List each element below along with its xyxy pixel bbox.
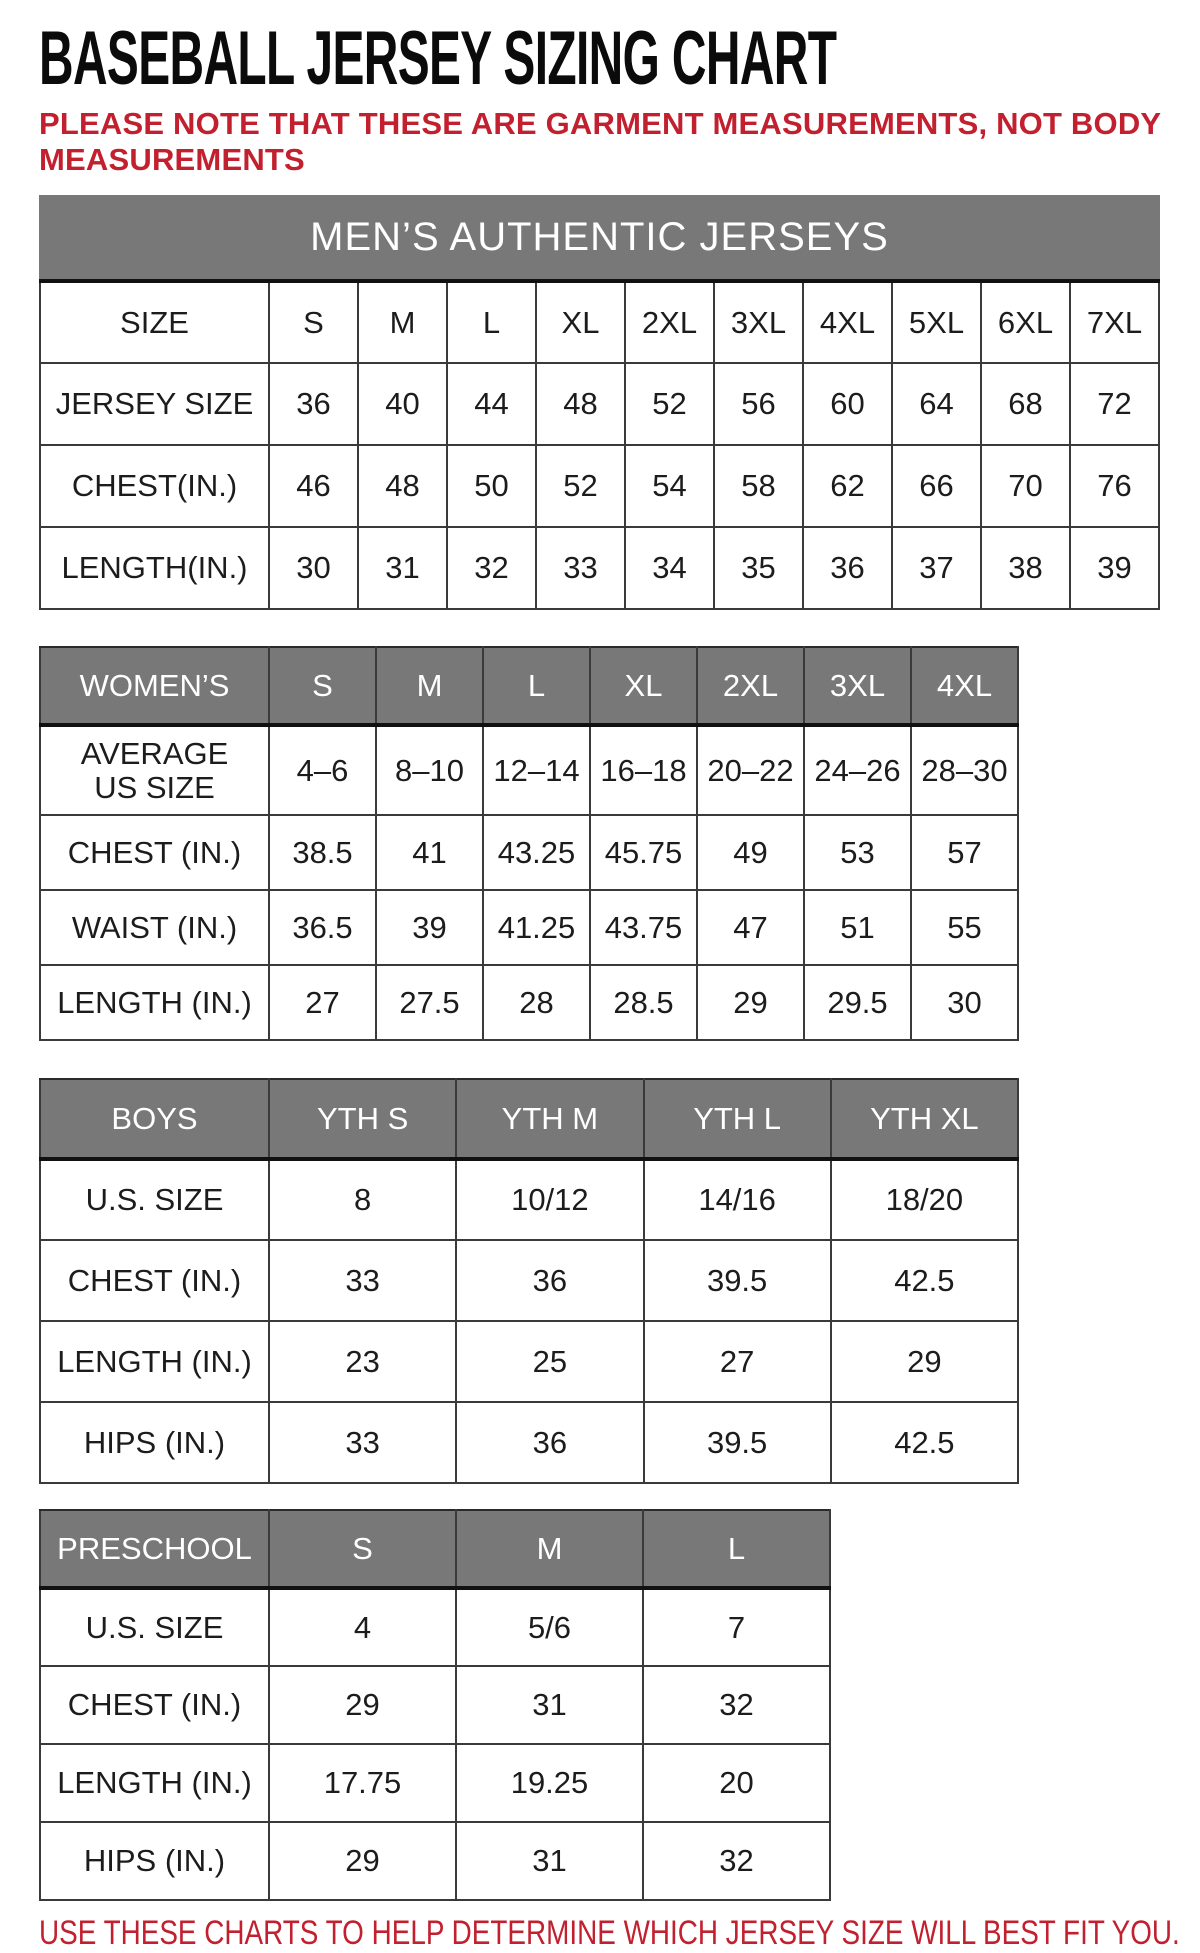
womens-value-cell: 28–30 <box>911 725 1018 815</box>
preschool-header-cell: M <box>456 1510 643 1588</box>
preschool-value-cell: 20 <box>643 1744 830 1822</box>
mens-value-cell: 5XL <box>892 281 981 363</box>
mens-table-row <box>40 445 1159 527</box>
preschool-row-label: CHEST (IN.) <box>40 1666 269 1744</box>
mens-value-cell: 66 <box>892 445 981 527</box>
womens-header-row <box>40 647 1018 725</box>
boys-row-label: LENGTH (IN.) <box>40 1321 269 1402</box>
womens-value-cell: 36.5 <box>269 890 376 965</box>
preschool-value-cell: 32 <box>643 1666 830 1744</box>
mens-value-cell: 33 <box>536 527 625 609</box>
boys-table-row <box>40 1321 1018 1402</box>
womens-header-cell: XL <box>590 647 697 725</box>
mens-value-cell: 64 <box>892 363 981 445</box>
preschool-sizing-table <box>39 1509 831 1901</box>
boys-table-section <box>39 1078 1200 1484</box>
footer-note <box>39 1914 1200 1953</box>
boys-value-cell: 36 <box>456 1402 643 1483</box>
preschool-value-cell: 29 <box>269 1822 456 1900</box>
mens-table-row <box>40 363 1159 445</box>
mens-value-cell: 36 <box>803 527 892 609</box>
footer-note-text: USE THESE CHARTS TO HELP DETERMINE WHICH JERSEY SIZE WILL BEST FIT YOU. <box>39 1914 1180 1952</box>
boys-value-cell: 29 <box>831 1321 1018 1402</box>
womens-value-cell: 43.75 <box>590 890 697 965</box>
womens-table-row <box>40 965 1018 1040</box>
womens-value-cell: 20–22 <box>697 725 804 815</box>
preschool-row-label: U.S. SIZE <box>40 1588 269 1666</box>
boys-value-cell: 25 <box>456 1321 643 1402</box>
womens-header-cell: L <box>483 647 590 725</box>
boys-header-cell: YTH XL <box>831 1079 1018 1159</box>
womens-row-label: WAIST (IN.) <box>40 890 269 965</box>
preschool-row-label: LENGTH (IN.) <box>40 1744 269 1822</box>
preschool-table-row <box>40 1666 830 1744</box>
womens-value-cell: 16–18 <box>590 725 697 815</box>
boys-value-cell: 33 <box>269 1240 456 1321</box>
preschool-header-cell: L <box>643 1510 830 1588</box>
womens-table-row <box>40 815 1018 890</box>
mens-value-cell: 48 <box>358 445 447 527</box>
garment-measurements-note <box>39 106 1200 178</box>
womens-value-cell: 41.25 <box>483 890 590 965</box>
preschool-value-cell: 4 <box>269 1588 456 1666</box>
mens-value-cell: 32 <box>447 527 536 609</box>
womens-value-cell: 29.5 <box>804 965 911 1040</box>
mens-table-row <box>40 527 1159 609</box>
mens-value-cell: 72 <box>1070 363 1159 445</box>
mens-value-cell: 31 <box>358 527 447 609</box>
boys-table-row <box>40 1402 1018 1483</box>
boys-value-cell: 27 <box>644 1321 831 1402</box>
sizing-chart-page <box>39 16 1200 1953</box>
boys-sizing-table <box>39 1078 1019 1484</box>
mens-value-cell: 35 <box>714 527 803 609</box>
mens-value-cell: 56 <box>714 363 803 445</box>
womens-value-cell: 27.5 <box>376 965 483 1040</box>
womens-value-cell: 27 <box>269 965 376 1040</box>
womens-value-cell: 51 <box>804 890 911 965</box>
mens-value-cell: 70 <box>981 445 1070 527</box>
preschool-table-row <box>40 1822 830 1900</box>
mens-value-cell: 40 <box>358 363 447 445</box>
boys-value-cell: 42.5 <box>831 1402 1018 1483</box>
boys-row-label: U.S. SIZE <box>40 1159 269 1240</box>
boys-value-cell: 18/20 <box>831 1159 1018 1240</box>
mens-value-cell: 68 <box>981 363 1070 445</box>
mens-value-cell: 6XL <box>981 281 1070 363</box>
womens-header-cell: 3XL <box>804 647 911 725</box>
boys-value-cell: 39.5 <box>644 1240 831 1321</box>
mens-row-label: LENGTH(IN.) <box>40 527 269 609</box>
boys-header-cell: YTH L <box>644 1079 831 1159</box>
preschool-table-row <box>40 1744 830 1822</box>
womens-value-cell: 30 <box>911 965 1018 1040</box>
mens-value-cell: 34 <box>625 527 714 609</box>
mens-value-cell: 30 <box>269 527 358 609</box>
womens-table-section <box>39 646 1200 1041</box>
mens-row-label: SIZE <box>40 281 269 363</box>
womens-value-cell: 8–10 <box>376 725 483 815</box>
womens-row-label: CHEST (IN.) <box>40 815 269 890</box>
mens-value-cell: 46 <box>269 445 358 527</box>
womens-value-cell: 55 <box>911 890 1018 965</box>
mens-value-cell: 36 <box>269 363 358 445</box>
boys-value-cell: 23 <box>269 1321 456 1402</box>
boys-value-cell: 36 <box>456 1240 643 1321</box>
mens-value-cell: 58 <box>714 445 803 527</box>
preschool-header-cell: S <box>269 1510 456 1588</box>
womens-header-label: WOMEN’S <box>40 647 269 725</box>
boys-row-label: HIPS (IN.) <box>40 1402 269 1483</box>
womens-value-cell: 38.5 <box>269 815 376 890</box>
preschool-value-cell: 17.75 <box>269 1744 456 1822</box>
mens-value-cell: 2XL <box>625 281 714 363</box>
womens-value-cell: 45.75 <box>590 815 697 890</box>
womens-table-row <box>40 890 1018 965</box>
mens-value-cell: 37 <box>892 527 981 609</box>
boys-value-cell: 39.5 <box>644 1402 831 1483</box>
preschool-header-label: PRESCHOOL <box>40 1510 269 1588</box>
mens-table-section <box>39 195 1200 610</box>
preschool-value-cell: 32 <box>643 1822 830 1900</box>
mens-value-cell: 52 <box>536 445 625 527</box>
mens-value-cell: M <box>358 281 447 363</box>
womens-value-cell: 4–6 <box>269 725 376 815</box>
preschool-value-cell: 31 <box>456 1822 643 1900</box>
mens-value-cell: 62 <box>803 445 892 527</box>
womens-header-cell: 2XL <box>697 647 804 725</box>
mens-value-cell: 38 <box>981 527 1070 609</box>
womens-value-cell: 53 <box>804 815 911 890</box>
page-title <box>39 16 1200 101</box>
boys-header-label: BOYS <box>40 1079 269 1159</box>
womens-value-cell: 57 <box>911 815 1018 890</box>
mens-value-cell: L <box>447 281 536 363</box>
note-line-2: MEASUREMENTS <box>39 142 305 177</box>
mens-value-cell: 76 <box>1070 445 1159 527</box>
preschool-row-label: HIPS (IN.) <box>40 1822 269 1900</box>
preschool-value-cell: 29 <box>269 1666 456 1744</box>
womens-header-cell: M <box>376 647 483 725</box>
womens-row-label: AVERAGE US SIZE <box>40 725 269 815</box>
mens-table-title: MEN’S AUTHENTIC JERSEYS <box>39 195 1160 279</box>
preschool-table-row <box>40 1588 830 1666</box>
womens-value-cell: 49 <box>697 815 804 890</box>
preschool-table-section <box>39 1509 1200 1901</box>
womens-value-cell: 39 <box>376 890 483 965</box>
womens-value-cell: 12–14 <box>483 725 590 815</box>
boys-value-cell: 8 <box>269 1159 456 1240</box>
mens-row-label: CHEST(IN.) <box>40 445 269 527</box>
womens-value-cell: 47 <box>697 890 804 965</box>
preschool-value-cell: 19.25 <box>456 1744 643 1822</box>
boys-row-label: CHEST (IN.) <box>40 1240 269 1321</box>
boys-header-row <box>40 1079 1018 1159</box>
boys-value-cell: 33 <box>269 1402 456 1483</box>
mens-value-cell: 60 <box>803 363 892 445</box>
boys-header-cell: YTH S <box>269 1079 456 1159</box>
womens-table-row <box>40 725 1018 815</box>
mens-value-cell: 39 <box>1070 527 1159 609</box>
womens-value-cell: 41 <box>376 815 483 890</box>
mens-value-cell: 48 <box>536 363 625 445</box>
womens-value-cell: 43.25 <box>483 815 590 890</box>
boys-table-row <box>40 1240 1018 1321</box>
page-title-text: BASEBALL JERSEY SIZING CHART <box>39 16 837 101</box>
mens-value-cell: 7XL <box>1070 281 1159 363</box>
womens-value-cell: 28 <box>483 965 590 1040</box>
note-line-1: PLEASE NOTE THAT THESE ARE GARMENT MEASUREMENTS, NOT BODY <box>39 106 1162 141</box>
mens-value-cell: S <box>269 281 358 363</box>
womens-value-cell: 24–26 <box>804 725 911 815</box>
boys-table-row <box>40 1159 1018 1240</box>
womens-header-cell: 4XL <box>911 647 1018 725</box>
womens-header-cell: S <box>269 647 376 725</box>
mens-sizing-table <box>39 279 1160 610</box>
mens-row-label: JERSEY SIZE <box>40 363 269 445</box>
womens-row-label: LENGTH (IN.) <box>40 965 269 1040</box>
mens-value-cell: 44 <box>447 363 536 445</box>
preschool-value-cell: 5/6 <box>456 1588 643 1666</box>
mens-value-cell: 3XL <box>714 281 803 363</box>
mens-value-cell: 4XL <box>803 281 892 363</box>
boys-value-cell: 42.5 <box>831 1240 1018 1321</box>
womens-sizing-table <box>39 646 1019 1041</box>
mens-value-cell: 50 <box>447 445 536 527</box>
preschool-value-cell: 7 <box>643 1588 830 1666</box>
womens-value-cell: 28.5 <box>590 965 697 1040</box>
womens-value-cell: 29 <box>697 965 804 1040</box>
preschool-header-row <box>40 1510 830 1588</box>
mens-value-cell: XL <box>536 281 625 363</box>
mens-value-cell: 54 <box>625 445 714 527</box>
mens-value-cell: 52 <box>625 363 714 445</box>
boys-value-cell: 14/16 <box>644 1159 831 1240</box>
boys-header-cell: YTH M <box>456 1079 643 1159</box>
mens-table-row <box>40 281 1159 363</box>
boys-value-cell: 10/12 <box>456 1159 643 1240</box>
preschool-value-cell: 31 <box>456 1666 643 1744</box>
